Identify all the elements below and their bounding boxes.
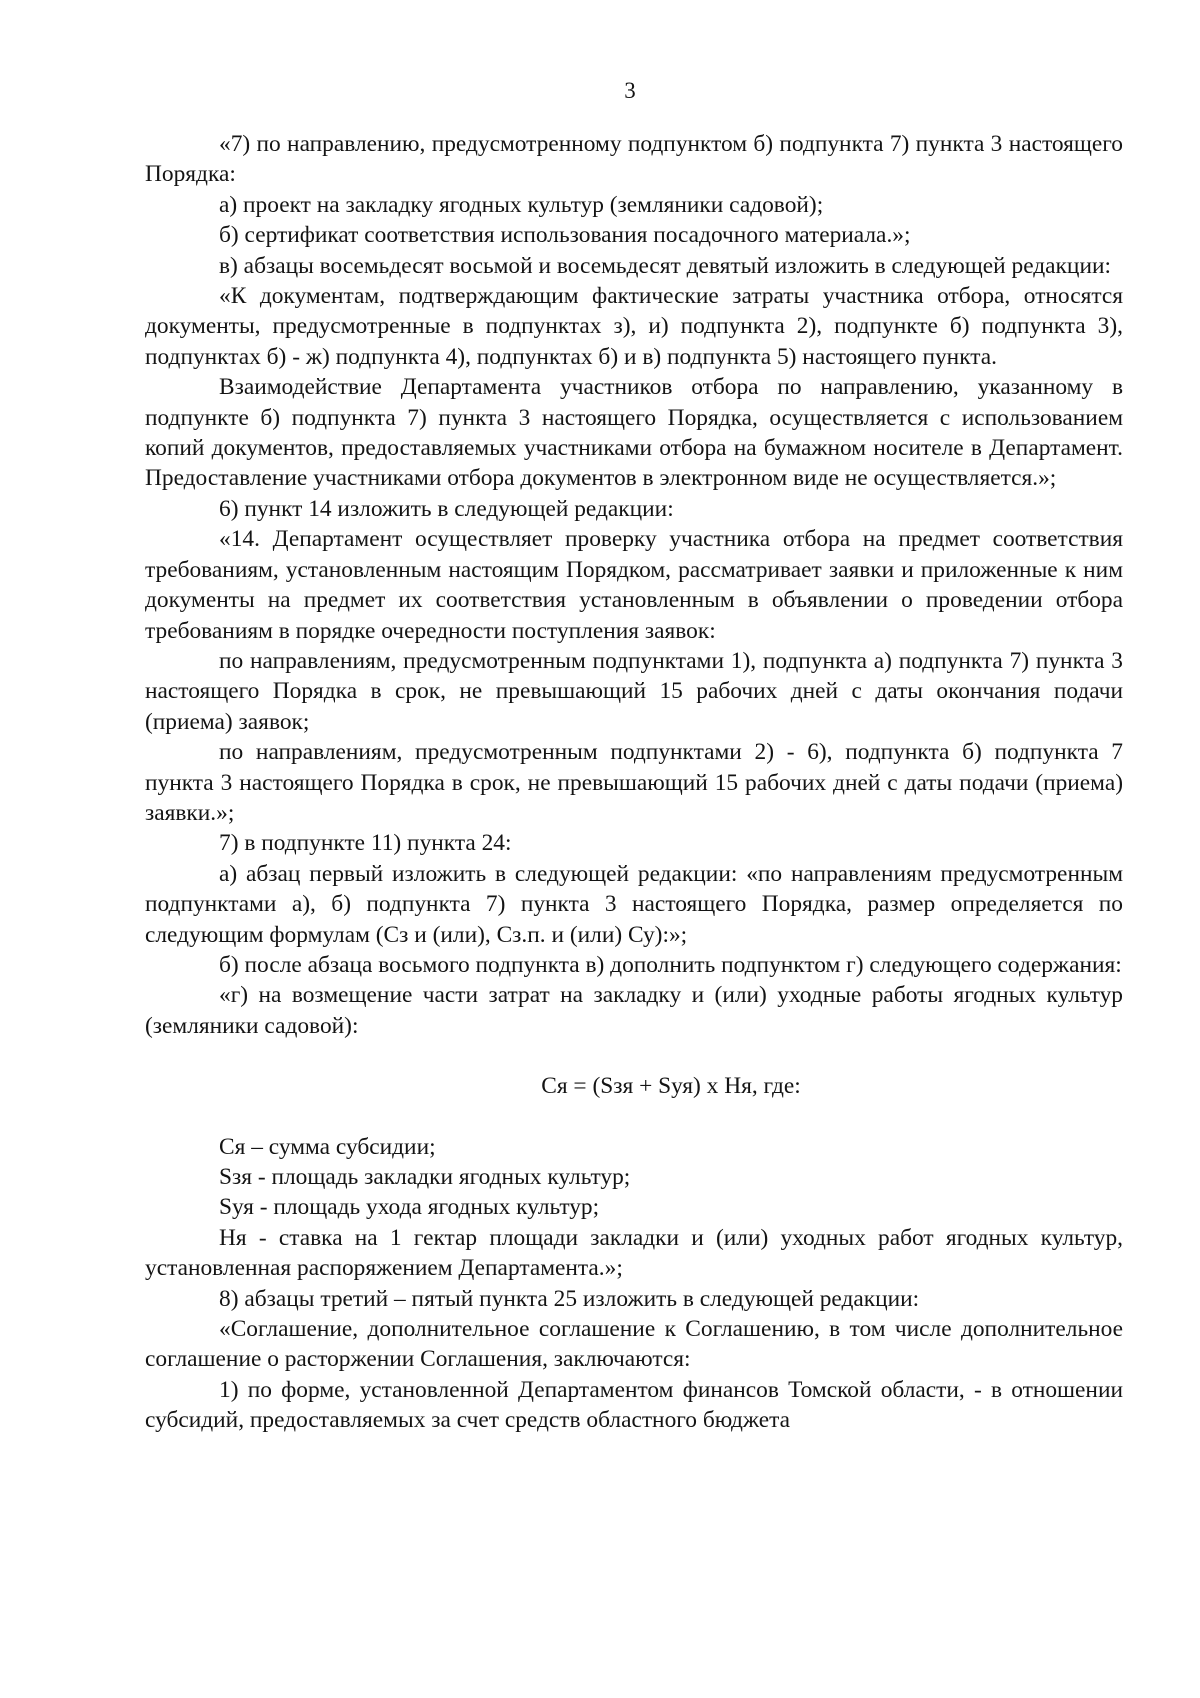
paragraph: Ня - ставка на 1 гектар площади закладки и (или) уходных работ ягодных культур, установленная распоряжением Департамента.»; xyxy=(145,1224,1123,1282)
paragraph: 8) абзацы третий – пятый пункта 25 изложить в следующей редакции: xyxy=(219,1285,920,1312)
formula: Ся = (Sзя + Sуя) x Ня, где: xyxy=(541,1073,801,1100)
paragraph: «14. Департамент осуществляет проверку участника отбора на предмет соответствия требованиям, установленным настоящим Порядком, рассматривает заявки и приложенные к ним документы на предмет их соответствия установленным в объявлении о проведении отбора требованиям в порядке очередности поступления заявок: xyxy=(145,526,1123,644)
paragraph: б) сертификат соответствия использования посадочного материала.»; xyxy=(219,222,911,249)
paragraph: в) абзацы восемьдесят восьмой и восемьдесят девятый изложить в следующей редакции: xyxy=(219,252,1111,279)
paragraph: по направлениям, предусмотренным подпунктами 1), подпункта а) подпункта 7) пункта 3 настоящего Порядка в срок, не превышающий 15 рабочих дней с даты окончания подачи (приема) заявок; xyxy=(145,647,1123,735)
paragraph: по направлениям, предусмотренным подпунктами 2) - 6), подпункта б) подпункта 7 пункта 3 настоящего Порядка в срок, не превышающий 15 рабочих дней с даты подачи (приема) заявки.»; xyxy=(145,739,1123,826)
paragraph: Взаимодействие Департамента участников отбора по направлению, указанному в подпункте б) подпункта 7) пункта 3 настоящего Порядка, осуществляется с использованием копий документов, предоставляемых участниками отбора на бумажном носителе в Департамент. Предоставление участниками отбора документов в электронном виде не осуществляется.»; xyxy=(145,374,1123,492)
page-number: 3 xyxy=(624,78,636,103)
paragraph: 6) пункт 14 изложить в следующей редакции: xyxy=(219,495,674,522)
document-body xyxy=(145,129,1123,1436)
paragraph: «7) по направлению, предусмотренному подпунктом б) подпункта 7) пункта 3 настоящего Порядка: xyxy=(145,131,1123,188)
paragraph: Ся – сумма субсидии; xyxy=(219,1133,436,1160)
paragraph: 7) в подпункте 11) пункта 24: xyxy=(219,830,512,857)
paragraph: а) абзац первый изложить в следующей редакции: «по направлениям предусмотренным подпунктами а), б) подпункта 7) пункта 3 настоящего Порядка, размер определяется по следующим формулам (Сз и (или), Сз.п. и (или) Су):»; xyxy=(145,860,1123,948)
paragraph: Sзя - площадь закладки ягодных культур; xyxy=(219,1164,631,1190)
paragraph: б) после абзаца восьмого подпункта в) дополнить подпунктом г) следующего содержания: xyxy=(219,951,1122,978)
paragraph: «г) на возмещение части затрат на закладку и (или) уходные работы ягодных культур (земляники садовой): xyxy=(145,982,1123,1039)
paragraph: «К документам, подтверждающим фактические затраты участника отбора, относятся документы, предусмотренные в подпунктах з), и) подпункта 2), подпункте б) подпункта 3), подпунктах б) - ж) подпункта 4), подпунктах б) и в) подпункта 5) настоящего пункта. xyxy=(145,283,1123,370)
paragraph: а) проект на закладку ягодных культур (земляники садовой); xyxy=(219,191,824,218)
paragraph: Sуя - площадь ухода ягодных культур; xyxy=(219,1194,600,1221)
paragraph: 1) по форме, установленной Департаментом финансов Томской области, - в отношении субсидий, предоставляемых за счет средств областного бюджета xyxy=(145,1376,1123,1434)
paragraph: «Соглашение, дополнительное соглашение к Соглашению, в том числе дополнительное соглашение о расторжении Соглашения, заключаются: xyxy=(145,1316,1123,1373)
